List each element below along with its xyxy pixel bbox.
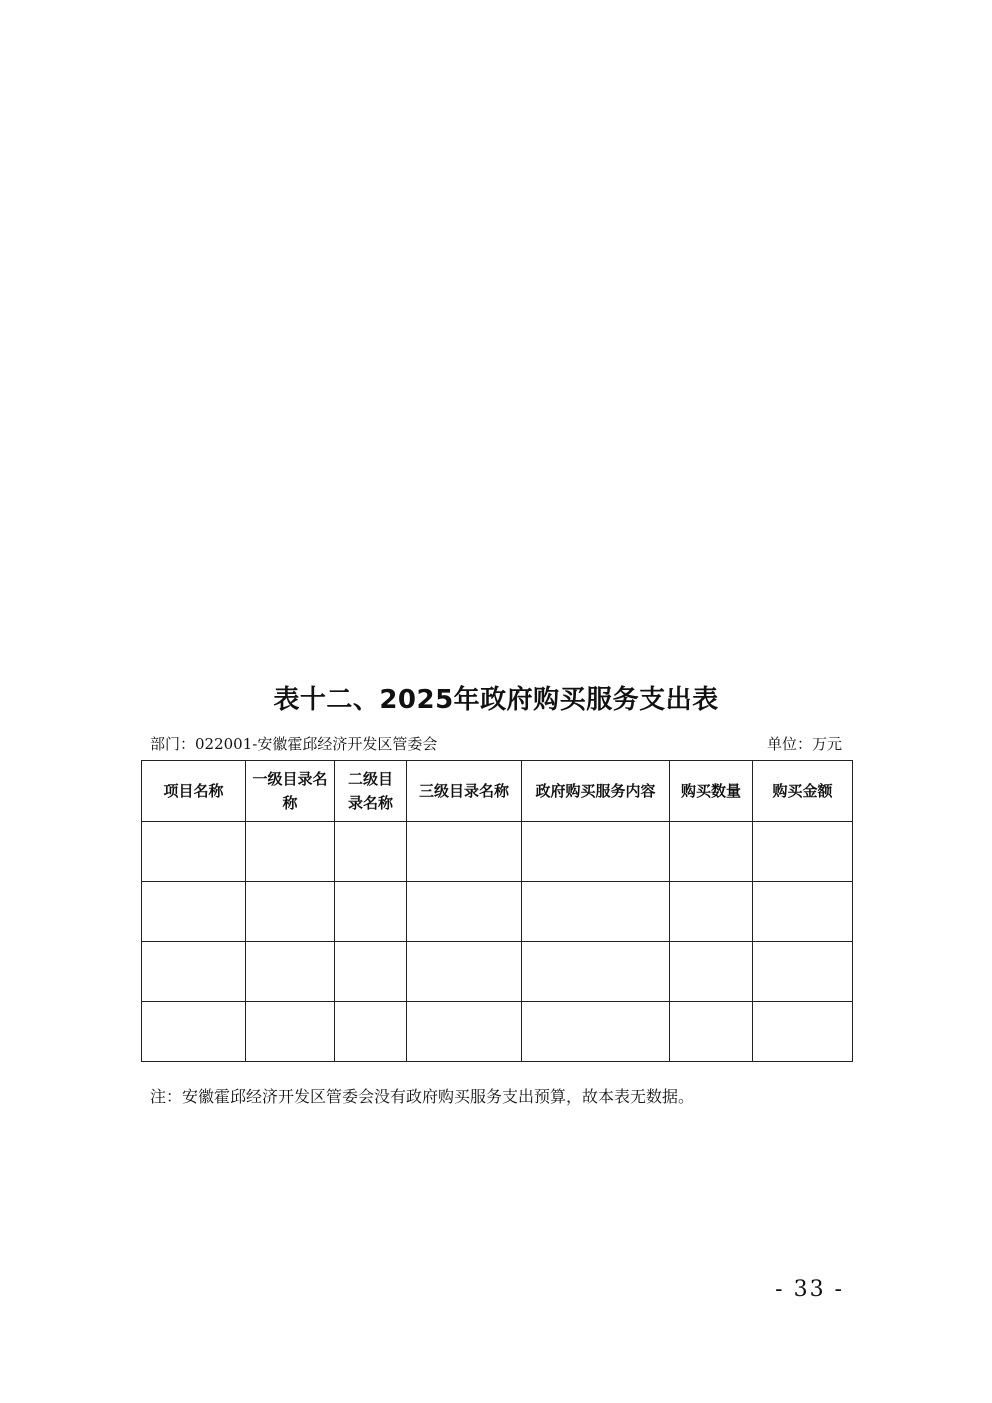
col-header-service-content: 政府购买服务内容: [522, 761, 670, 822]
col-header-quantity: 购买数量: [670, 761, 753, 822]
unit-label: 单位：万元: [766, 735, 842, 753]
table-cell: [753, 942, 853, 1002]
table-cell: [142, 1002, 246, 1062]
col-header-amount: 购买金额: [753, 761, 853, 822]
table-cell: [407, 882, 522, 942]
table-cell: [407, 1002, 522, 1062]
table-row: [142, 942, 853, 1002]
footnote: 注：安徽霍邱经济开发区管委会没有政府购买服务支出预算，故本表无数据。: [150, 1087, 695, 1106]
table-cell: [335, 822, 407, 882]
table-cell: [246, 882, 335, 942]
table-cell: [670, 822, 753, 882]
table-cell: [246, 822, 335, 882]
table-cell: [753, 822, 853, 882]
page-title: 表十二、2025年政府购买服务支出表: [273, 685, 719, 715]
header-row: [142, 761, 853, 822]
table-cell: [335, 1002, 407, 1062]
table-cell: [142, 882, 246, 942]
table-cell: [407, 942, 522, 1002]
page-number: - 33 -: [775, 1277, 844, 1302]
table-row: [142, 882, 853, 942]
table-cell: [670, 882, 753, 942]
table-row: [142, 1002, 853, 1062]
table-cell: [753, 882, 853, 942]
col-header-level3-catalog: 三级目录名称: [407, 761, 522, 822]
table-cell: [335, 882, 407, 942]
table-cell: [522, 1002, 670, 1062]
table-row: [142, 822, 853, 882]
table-cell: [246, 1002, 335, 1062]
table-cell: [522, 942, 670, 1002]
table-cell: [670, 1002, 753, 1062]
table-cell: [246, 942, 335, 1002]
department-label: 部门：022001-安徽霍邱经济开发区管委会: [150, 735, 438, 753]
table-cell: [142, 822, 246, 882]
col-header-level2-catalog: 二级目录名称: [335, 761, 407, 822]
col-header-level1-catalog: 一级目录名称: [246, 761, 335, 822]
table-cell: [335, 942, 407, 1002]
table-cell: [142, 942, 246, 1002]
table-cell: [522, 882, 670, 942]
purchase-services-table: [141, 760, 853, 1062]
table-cell: [670, 942, 753, 1002]
table-cell: [407, 822, 522, 882]
table-cell: [753, 1002, 853, 1062]
col-header-project-name: 项目名称: [142, 761, 246, 822]
table-cell: [522, 822, 670, 882]
